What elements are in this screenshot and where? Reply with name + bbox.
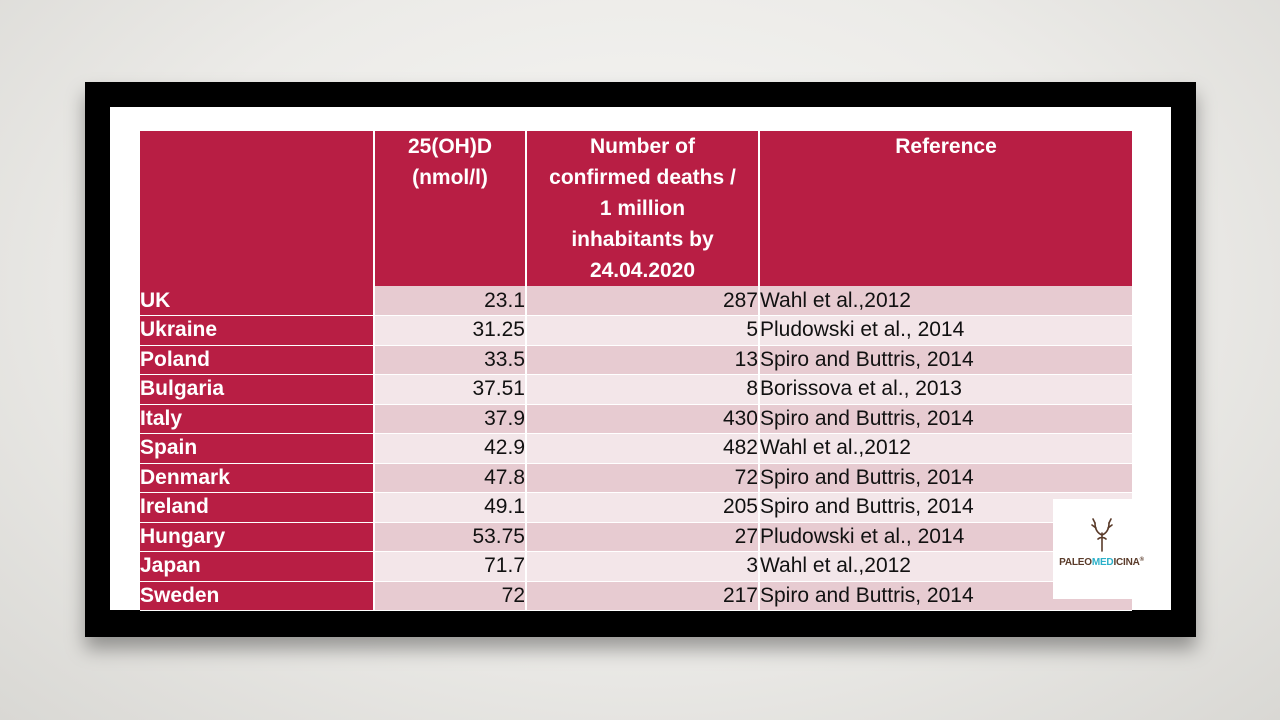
table-row [140, 522, 1132, 552]
country-cell: Italy [140, 404, 374, 434]
country-cell: Poland [140, 345, 374, 375]
table-row [140, 552, 1132, 582]
vitamin-d-cell: 33.5 [374, 345, 526, 375]
logo-text-med: MED [1091, 557, 1114, 568]
country-cell: Japan [140, 552, 374, 582]
deaths-cell: 8 [526, 375, 759, 405]
registered-mark: ® [1139, 557, 1144, 563]
reference-cell: Spiro and Buttris, 2014 [759, 463, 1132, 493]
deaths-cell: 72 [526, 463, 759, 493]
country-cell: Denmark [140, 463, 374, 493]
reference-cell: Pludowski et al., 2014 [759, 316, 1132, 346]
vitamin-d-cell: 37.9 [374, 404, 526, 434]
table-row [140, 404, 1132, 434]
reference-cell: Borissova et al., 2013 [759, 375, 1132, 405]
reference-cell: Wahl et al.,2012 [759, 552, 1132, 582]
header-reference: Reference [759, 131, 1132, 286]
country-cell: Hungary [140, 522, 374, 552]
deaths-cell: 287 [526, 286, 759, 316]
vitamin-d-cell: 42.9 [374, 434, 526, 464]
picture-frame [85, 82, 1196, 637]
reference-cell: Spiro and Buttris, 2014 [759, 581, 1132, 611]
vitamin-d-cell: 49.1 [374, 493, 526, 523]
deaths-cell: 482 [526, 434, 759, 464]
table-row [140, 375, 1132, 405]
vitamin-d-cell: 31.25 [374, 316, 526, 346]
header-deaths: Number of confirmed deaths / 1 million inhabitants by 24.04.2020 [526, 131, 759, 286]
reference-cell: Spiro and Buttris, 2014 [759, 345, 1132, 375]
country-cell: Bulgaria [140, 375, 374, 405]
deaths-cell: 27 [526, 522, 759, 552]
table-row [140, 581, 1132, 611]
reference-cell: Spiro and Buttris, 2014 [759, 493, 1132, 523]
header-vitamin-d: 25(OH)D (nmol/l) [374, 131, 526, 286]
logo-text-paleo: PALEO [1059, 557, 1092, 568]
reference-cell: Wahl et al.,2012 [759, 434, 1132, 464]
vitamin-d-cell: 37.51 [374, 375, 526, 405]
country-cell: Ukraine [140, 316, 374, 346]
country-cell: Sweden [140, 581, 374, 611]
table-row [140, 493, 1132, 523]
header-country [140, 131, 374, 286]
table-row [140, 316, 1132, 346]
table-row [140, 345, 1132, 375]
vitamin-d-deaths-table [140, 131, 1132, 611]
deer-antler-icon [1089, 517, 1115, 553]
vitamin-d-cell: 53.75 [374, 522, 526, 552]
country-cell: UK [140, 286, 374, 316]
deaths-cell: 13 [526, 345, 759, 375]
vitamin-d-cell: 23.1 [374, 286, 526, 316]
vitamin-d-cell: 47.8 [374, 463, 526, 493]
vitamin-d-cell: 71.7 [374, 552, 526, 582]
deaths-cell: 430 [526, 404, 759, 434]
paleomedicina-logo [1053, 499, 1150, 599]
deaths-cell: 3 [526, 552, 759, 582]
logo-wordmark [1053, 557, 1150, 568]
table-row [140, 434, 1132, 464]
deaths-cell: 217 [526, 581, 759, 611]
logo-text-icina: ICINA [1113, 557, 1140, 568]
deaths-cell: 205 [526, 493, 759, 523]
table-row [140, 463, 1132, 493]
table-header-row [140, 131, 1132, 286]
reference-cell: Pludowski et al., 2014 [759, 522, 1132, 552]
frame-content [110, 107, 1171, 610]
country-cell: Spain [140, 434, 374, 464]
vitamin-d-cell: 72 [374, 581, 526, 611]
country-cell: Ireland [140, 493, 374, 523]
reference-cell: Wahl et al.,2012 [759, 286, 1132, 316]
deaths-cell: 5 [526, 316, 759, 346]
table-row [140, 286, 1132, 316]
reference-cell: Spiro and Buttris, 2014 [759, 404, 1132, 434]
